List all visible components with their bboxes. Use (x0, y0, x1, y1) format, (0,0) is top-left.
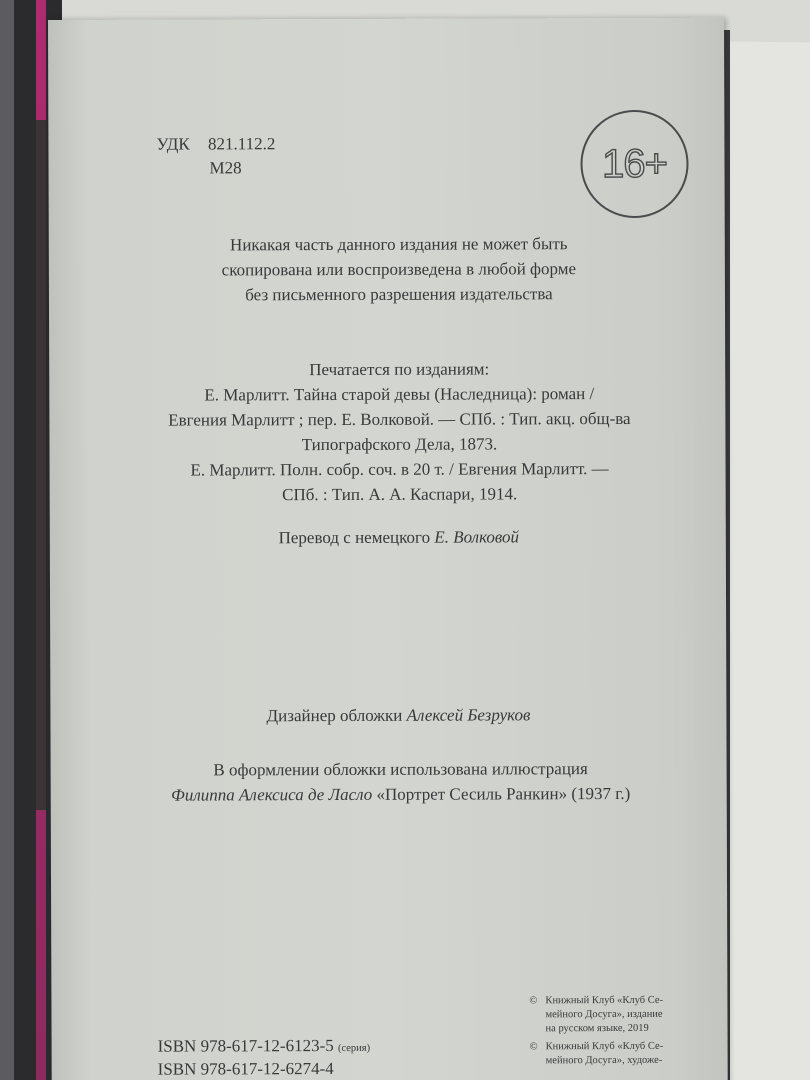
translation-credit (50, 524, 748, 551)
source-line: Е. Марлитт. Тайна старой девы (Наследница): роман / (204, 384, 595, 405)
imprint-page (48, 18, 728, 1080)
artist-name: Филиппа Алексиса де Ласло (171, 784, 373, 805)
source-line: Е. Марлитт. Полн. собр. соч. в 20 т. / Евгения Марлитт. — (190, 459, 609, 480)
copyright-symbol: © (529, 995, 538, 1007)
source-line: Евгения Марлитт ; пер. Е. Волковой. — СПб. : Тип. акц. общ-ва (168, 408, 631, 430)
designer-prefix: Дизайнер обложки (266, 705, 403, 726)
isbn-note: (серия) (337, 1042, 371, 1054)
isbn-number: ISBN 978-617-12-6274-4 (157, 1059, 334, 1079)
book-cover-edge (0, 0, 14, 1080)
source-line: СПб. : Тип. А. А. Каспари, 1914. (282, 484, 518, 505)
illustration-credit (51, 756, 751, 808)
copyright-text (546, 1040, 664, 1068)
udk-code: 821.112.2 (207, 134, 276, 154)
notice-line: Никакая часть данного издания не может быть (230, 234, 568, 255)
udk-line (156, 131, 275, 156)
translator-name: Е. Волковой (434, 527, 520, 547)
copyright-notice (49, 231, 749, 308)
cover-designer-credit (50, 702, 746, 729)
copyright-text-line: мейного Досуга», издание (545, 1008, 663, 1021)
copyright-text (545, 994, 663, 1036)
age-rating-badge (580, 110, 688, 218)
copyright-text-line: Книжный Клуб «Клуб Се- (545, 1040, 664, 1053)
translation-prefix: Перевод с немецкого (278, 527, 431, 548)
source-heading: Печатается по изданиям: (309, 359, 490, 380)
illustration-line: В оформлении обложки использована иллюстрация (213, 759, 588, 780)
udk-label: УДК (156, 134, 190, 154)
age-rating-text: 16+ (601, 141, 668, 186)
copyright-text-line: Книжный Клуб «Клуб Се- (545, 994, 664, 1007)
isbn-line (158, 1033, 371, 1059)
illustration-line (51, 781, 751, 808)
source-line: Типографского Дела, 1873. (301, 434, 498, 455)
source-editions (49, 356, 750, 508)
isbn-number: ISBN 978-617-12-6123-5 (157, 1036, 334, 1056)
notice-line: без письменного разрешения издательства (245, 284, 553, 305)
artwork-title: «Портрет Сесиль Ранкин» (1937 г.) (376, 783, 631, 804)
notice-line: скопирована или воспроизведена в любой форме (221, 259, 577, 280)
cover-dark-strip (36, 120, 46, 810)
copyright-text-line: мейного Досуга», художе- (545, 1054, 663, 1067)
copyright-symbol: © (529, 1041, 538, 1053)
bbk-code: М28 (209, 158, 242, 178)
copyright-text-line: на русском языке, 2019 (545, 1022, 649, 1035)
isbn-line (158, 1056, 334, 1080)
designer-name: Алексей Безруков (406, 705, 531, 725)
